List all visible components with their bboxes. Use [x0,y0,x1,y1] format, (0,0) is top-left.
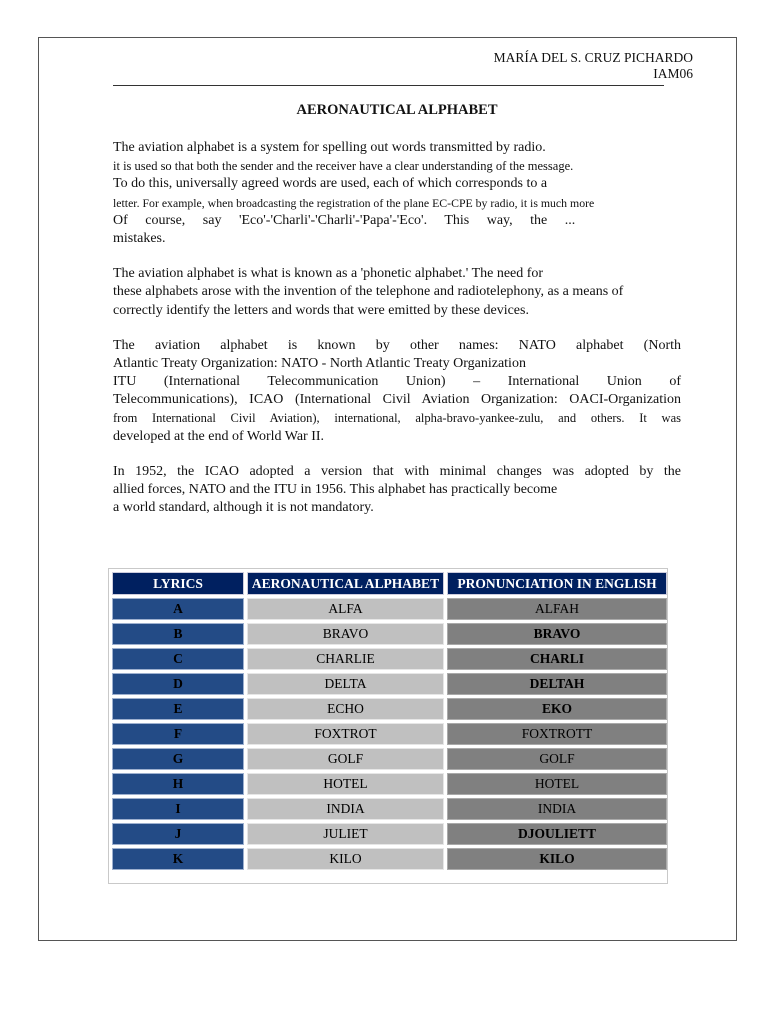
table-row [112,673,667,695]
codeword-cell: ALFA [247,598,444,620]
table-row [112,798,667,820]
table-row [112,698,667,720]
codeword-cell: FOXTROT [247,723,444,745]
paragraph-line: these alphabets arose with the invention of the telephone and radiotelephony, as a means of [113,284,624,300]
pronunciation-cell: GOLF [447,748,667,770]
table-row [112,723,667,745]
table-row [112,598,667,620]
table-header-row [112,572,667,595]
codeword-cell: JULIET [247,823,444,845]
paragraph-line: Atlantic Treaty Organization: NATO - North Atlantic Treaty Organization [113,355,526,371]
letter-cell: B [112,623,244,645]
letter-cell: G [112,748,244,770]
pronunciation-cell: KILO [447,848,667,870]
paragraph-line: letter. For example, when broadcasting the registration of the plane EC-CPE by radio, it is much more [113,195,595,210]
body-text [113,139,681,517]
pronunciation-cell: ALFAH [447,598,667,620]
pronunciation-cell: EKO [447,698,667,720]
codeword-cell: INDIA [247,798,444,820]
course-code: IAM06 [653,66,693,81]
paragraph-line: Telecommunications), ICAO (International Civil Aviation Organization: OACI-Organization [113,392,681,408]
pronunciation-cell: FOXTROTT [447,723,667,745]
paragraph-line: In 1952, the ICAO adopted a version that with minimal changes was adopted by the [113,463,681,479]
paragraph-line: The aviation alphabet is a system for spelling out words transmitted by radio. [113,140,546,155]
header-pronunciation: PRONUNCIATION IN ENGLISH [447,572,667,595]
header-letters: LYRICS [112,572,244,595]
paragraph-line: from International Civil Aviation), international, alpha-bravo-yankee-zulu, and others. It was [113,411,681,426]
letter-cell: E [112,698,244,720]
paragraph-line: it is used so that both the sender and the receiver have a clear understanding of the message. [113,159,574,174]
paragraph-line: mistakes. [113,230,166,246]
codeword-cell: DELTA [247,673,444,695]
letter-cell: F [112,723,244,745]
paragraph-line: developed at the end of World War II. [113,428,325,444]
pronunciation-cell: BRAVO [447,623,667,645]
letter-cell: I [112,798,244,820]
paragraph-line: To do this, universally agreed words are used, each of which corresponds to a [113,176,548,192]
codeword-cell: BRAVO [247,623,444,645]
paragraph-line: a world standard, although it is not mandatory. [113,500,374,516]
header-aeronautical: AERONAUTICAL ALPHABET [247,572,444,595]
table-row [112,623,667,645]
letter-cell: C [112,648,244,670]
letter-cell: A [112,598,244,620]
pronunciation-cell: HOTEL [447,773,667,795]
paragraph-line: The aviation alphabet is what is known as a 'phonetic alphabet.' The need for [113,266,544,282]
codeword-cell: ECHO [247,698,444,720]
document-header [113,50,693,82]
letter-cell: K [112,848,244,870]
codeword-cell: CHARLIE [247,648,444,670]
table-row [112,848,667,870]
pronunciation-cell: DELTAH [447,673,667,695]
codeword-cell: HOTEL [247,773,444,795]
letter-cell: D [112,673,244,695]
letter-cell: H [112,773,244,795]
author-name: MARÍA DEL S. CRUZ PICHARDO [493,50,693,65]
paragraph-line: allied forces, NATO and the ITU in 1956. This alphabet has practically become [113,482,558,497]
alphabet-table [108,568,668,884]
letter-cell: J [112,823,244,845]
document-title: AERONAUTICAL ALPHABET [296,102,498,118]
table-row [112,648,667,670]
table-row [112,823,667,845]
paragraph-line: The aviation alphabet is known by other names: NATO alphabet (North [113,337,681,353]
codeword-cell: KILO [247,848,444,870]
table-row [112,748,667,770]
paragraph-line: ITU (International Telecommunication Union) – International Union of [113,374,681,390]
header-rule [113,85,664,86]
pronunciation-cell: DJOULIETT [447,823,667,845]
paragraph-line: Of course, say 'Eco'-'Charli'-'Charli'-'Papa'-'Eco'. This way, the ... [113,212,576,228]
paragraph-line: correctly identify the letters and words that were emitted by these devices. [113,302,529,318]
pronunciation-cell: CHARLI [447,648,667,670]
pronunciation-cell: INDIA [447,798,667,820]
table-row [112,773,667,795]
codeword-cell: GOLF [247,748,444,770]
